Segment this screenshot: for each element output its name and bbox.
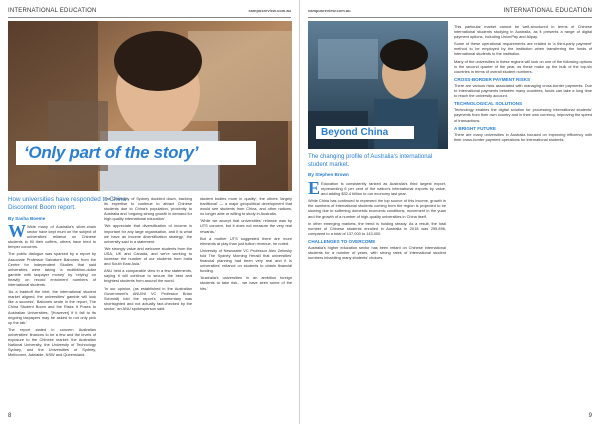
page-number: 8 — [8, 413, 12, 419]
section-label: INTERNATIONAL EDUCATION — [8, 8, 97, 14]
paragraph: Australia's higher education sector has been reliant on Chinese international students for a number of years, with strong rates of international student numbers inhabiting many students' choices. — [308, 245, 446, 261]
article-column-2 — [454, 24, 592, 406]
paragraph: While China has continued to represent the top source of this income, growth in the numbers of international students coming from the region is projected to be slowing due to softening domestic economic conditions, movement in the yuan and the growth of a number of high-quality universities in China itself. — [308, 198, 446, 219]
paragraph: This particular market cannot be well-structured in terms of Chinese international students studying in Australia, as it presents a range of digital payment options, including UnionPay and Alipay. — [454, 24, 592, 40]
paragraph: E Education is consistently ranked as Australia's third largest export, representing 6 per cent of the nation's international exports by value, and adding $32.4 billion to our economy last year. — [308, 181, 446, 198]
paragraph: The University of Sydney doubled down, backing its expertise to continue to attract Chinese students due to China's population, proximity to Australia and 'ongoing strong growth in demand for high quality international education'. — [104, 196, 192, 222]
paragraph: University of Newcastle VC Professor Alex Zelinsky told The Sydney Morning Herald that universities' financial planning had been very real and it is universities' reliance on students to obtain financial funding. — [200, 247, 292, 274]
hero-headline: Beyond China — [316, 126, 414, 139]
subheading: A BRIGHT FUTURE — [454, 125, 496, 131]
page-header — [308, 6, 592, 16]
paragraph: The report stated in concern Australian universities' finances to be a few and the levels of exposure to the Chinese market: the Australian National University, the University of Technology Sydney, and the Universities of Sydney, Melbourne, Adelaide, NSW and Queensland. — [8, 326, 96, 358]
standfirst: The changing profile of Australia's international student market. — [308, 154, 433, 168]
article-column-1 — [308, 181, 446, 406]
drop-cap: E — [308, 181, 321, 198]
byline: By Sasha Boeme — [8, 216, 46, 221]
hero-headline: ‘Only part of the story’ — [16, 141, 256, 165]
right-page — [300, 0, 600, 424]
hero-image — [8, 21, 292, 191]
paragraph: 'We appreciate that diversification of income is important for any large organisation, and it is what we have an income diversification strategy,' the university said in a statement. — [104, 223, 192, 244]
page-header — [8, 6, 291, 16]
paragraph: Technology enables the digital solution for processing international students' payments from their own country and in their own currency, improving the speed of transactions. — [454, 107, 592, 123]
paragraph: In other emerging markets, the trend is holding steady. As a result, the total number of Chinese students enrolled in Australia in 2018 was 255,896, compared to a total of 137,000 to 143,000. — [308, 220, 446, 236]
paragraph: W Wide many of Australia's silver-chain sector have kept mum on the subject of universities' reliance on Chinese students to fill their coffers, others have tried to temper concerns. — [8, 224, 96, 250]
paragraph: But a mother UTS suggested there are more elements at play than just tuition revenue, he noted. — [200, 235, 292, 246]
paragraph: 'We strongly value and welcome students from the USA, UK and Canada, and we're working to increase the number of our students from India and South East Asia.' — [104, 245, 192, 267]
paragraph: 'While we accept that universities' reliance was by UTS concern, but it does not measure the very real rewards.' — [200, 218, 292, 234]
header-rule — [308, 17, 592, 18]
hero-photo-illustration — [8, 21, 292, 191]
paragraph: The public dialogue was sparked by a report by Associate Professor Salvatore Babones from the Centre for Independent Studies that said universities were taking 'a multibillion-dollar gamble with taxpayer money' by 'relying' on heavily on record enrolment numbers of international students. — [8, 251, 96, 288]
drop-cap: W — [8, 224, 26, 241]
header-rule — [8, 17, 291, 18]
paragraph: There are various risks associated with managing cross-border payments. Due to international payments between many countries, funds can take a long time to reach the university account. — [454, 82, 592, 99]
page-number: 9 — [588, 413, 592, 419]
paragraph: Some of these operational requirements are related to 'a third-party payment' method to be employed by the institution when transferring the funds of international students to the institution. — [454, 41, 592, 57]
paragraph: There are many universities in Australia focused on improving efficiency with their cross-border payment operations for international students. — [454, 131, 592, 142]
site-url: campusreview.com.au — [248, 8, 291, 13]
subheading: TECHNOLOGICAL SOLUTIONS — [454, 101, 523, 107]
article-column-2 — [104, 196, 192, 404]
paragraph: 'Australia's universities in an ambition foreign students to take risk... we have seen some of the hits.' — [200, 275, 292, 291]
paragraph: ANU held a comparable view in a few statements, saying it will continue to secure the best and brightest students from around the world. — [104, 268, 192, 284]
byline: By Stephen Brown — [308, 172, 349, 177]
article-column-3 — [200, 196, 292, 404]
article-column-1 — [8, 224, 96, 404]
site-url: campusreview.com.au — [308, 8, 351, 13]
paragraph: Many of the universities in these regions will look on one of the following options in the second quarter of the year, as these make up the bulk of the top-six countries in terms of overall student numbers. — [454, 58, 592, 74]
paragraph: student bodies more in quality', the others 'largely traditional' — a major geopolitical development that would see students from China, and other nations, no longer able or willing to study in Australia. — [200, 196, 292, 217]
subheading: CHALLENGES TO OVERCOME — [308, 238, 376, 244]
section-label: INTERNATIONAL EDUCATION — [503, 8, 592, 14]
paragraph: 'As a tradeoff the intel, the international student market aligned, the universities' gamble will look like a success', Babones wrote in the report, The China Student Boom and the Risks It Poses to Australian Universities. '[However] if it fall to its ongoing taxpayers may be asked to not only pick up the tab.' — [8, 289, 96, 325]
hero-image — [308, 21, 448, 149]
standfirst: How universities have responded to China Discontent Boom report. — [8, 196, 126, 211]
paragraph: 'In our opinion, (as established in the Australian Government's ANU/NI VC Professor Brian Schmidt) told the report's commentary was shortsighted and not actually fact-checked by the sector,' an ANU spokesperson said. — [104, 285, 192, 311]
subheading: CROSS-BORDER PAYMENT RISKS — [454, 76, 531, 82]
